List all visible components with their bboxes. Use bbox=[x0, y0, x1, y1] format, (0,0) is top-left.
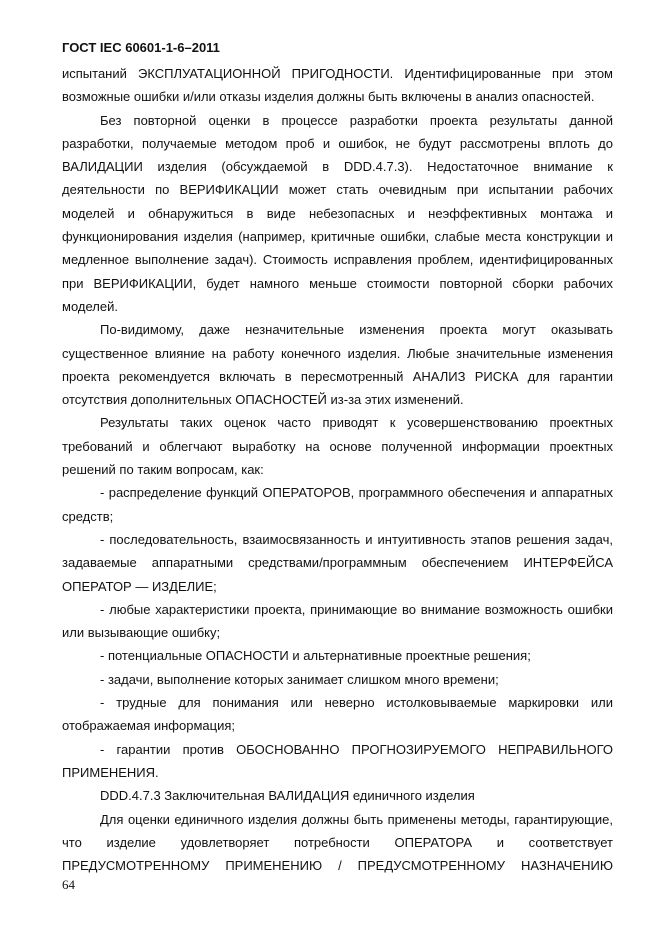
paragraph-continuation: испытаний ЭКСПЛУАТАЦИОННОЙ ПРИГОДНОСТИ. Идентифицированные при этом возможные ошибки и/или отказы изделия должны быть включены в анализ опасностей. bbox=[62, 66, 613, 105]
list-item: - последовательность, взаимосвязанность и интуитивность этапов решения задач, задаваемые аппаратными средствами/программным обеспечением ИНТЕРФЕЙСА ОПЕРАТОР — ИЗДЕЛИЕ; bbox=[62, 531, 613, 594]
page-number: 64 bbox=[62, 877, 75, 892]
paragraph: Для оценки единичного изделия должны быть применены методы, гарантирующие, что изделие удовлетворяет потребности ОПЕРАТОРА и соответствует ПРЕДУСМОТРЕННОМУ ПРИМЕНЕНИЮ / ПРЕДУСМОТРЕННОМУ НАЗНАЧЕНИЮ bbox=[62, 811, 613, 874]
body-text bbox=[62, 62, 613, 877]
paragraph: Результаты таких оценок часто приводят к усовершенствованию проектных требований и облегчают выработку на основе полученной информации проектных решений по таким вопросам, как: bbox=[62, 415, 613, 478]
standard-header: ГОСТ IEC 60601-1-6–2011 bbox=[62, 40, 220, 55]
list-item: - любые характеристики проекта, принимающие во внимание возможность ошибки или вызывающие ошибку; bbox=[62, 601, 613, 641]
list-item: - распределение функций ОПЕРАТОРОВ, программного обеспечения и аппаратных средств; bbox=[62, 485, 613, 524]
paragraph: Без повторной оценки в процессе разработки проекта результаты данной разработки, получаемые методом проб и ошибок, не будут рассмотрены вплоть до ВАЛИДАЦИИ изделия (обсуждаемой в DDD.4.7.3). Недостаточное внимание к деятельности по ВЕРИФИКАЦИИ может стать очевидным при испытании рабочих моделей и обнаружиться в виде небезопасных и неэффективных монтажа и функционирования изделия (например, критичные ошибки, слабые места конструкции и медленное выполнение задач). Стоимость исправления проблем, идентифицированных при ВЕРИФИКАЦИИ, будет намного меньше стоимости повторной сборки рабочих моделей. bbox=[62, 112, 613, 314]
list-item: - задачи, выполнение которых занимает слишком много времени; bbox=[100, 671, 499, 687]
list-item: - потенциальные ОПАСНОСТИ и альтернативные проектные решения; bbox=[100, 648, 531, 664]
section-heading: DDD.4.7.3 Заключительная ВАЛИДАЦИЯ единичного изделия bbox=[100, 788, 475, 804]
list-item: - гарантии против ОБОСНОВАННО ПРОГНОЗИРУЕМОГО НЕПРАВИЛЬНОГО ПРИМЕНЕНИЯ. bbox=[62, 741, 613, 780]
paragraph: По-видимому, даже незначительные изменения проекта могут оказывать существенное влияние на работу конечного изделия. Любые значительные изменения проекта рекомендуется включать в пересмотренный АНАЛИЗ РИСКА для гарантии отсутствия дополнительных ОПАСНОСТЕЙ из-за этих изменений. bbox=[62, 322, 613, 408]
list-item: - трудные для понимания или неверно истолковываемые маркировки или отображаемая информация; bbox=[62, 695, 613, 734]
